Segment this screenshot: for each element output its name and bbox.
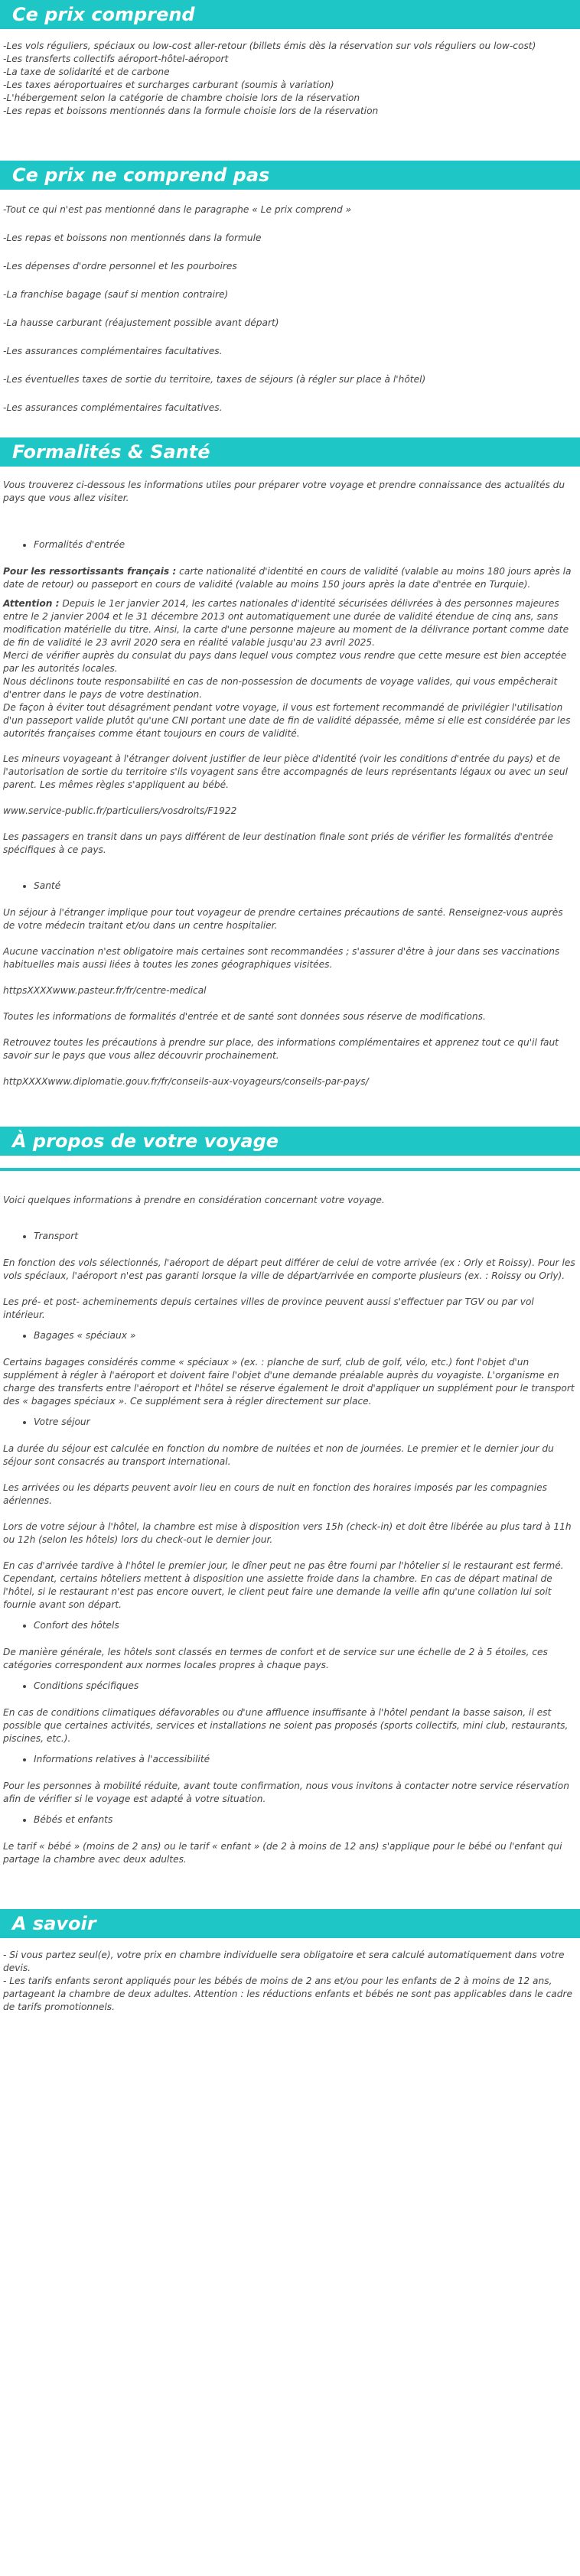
excluded-item: -Les éventuelles taxes de sortie du territoire, taxes de séjours (à régler sur place à l'hôtel) [3, 374, 426, 385]
babies-heading: • Bébés et enfants [34, 1813, 577, 1826]
attention-p4: De façon à éviter tout désagrément pendant votre voyage, il vous est fortement recommandé de privilégier l'utilisation d'un passeport valide plutôt qu'une CNI portant une date de fin de validité dépassée, même si elle est considérée par les autorités françaises comme étant toujours en cours de validité. [3, 702, 571, 739]
access-p: Pour les personnes à mobilité réduite, avant toute confirmation, nous vous invitons à contacter notre service réservation afin de vérifier si le voyage est adapté à votre situation. [3, 1781, 569, 1804]
included-item: -Les vols réguliers, spéciaux ou low-cost aller-retour (billets émis dès la réservation sur vols réguliers ou low-cost) [3, 41, 536, 51]
excluded-item: -La hausse carburant (réajustement possible avant départ) [3, 317, 279, 328]
about-intro: Voici quelques informations à prendre en considération concernant votre voyage. [3, 1195, 385, 1205]
excluded-item: -Tout ce qui n'est pas mentionné dans le paragraphe « Le prix comprend » [3, 204, 352, 215]
excluded-item: -Les repas et boissons non mentionnés dans la formule [3, 233, 262, 243]
access-heading-list [3, 1753, 577, 1766]
attention-text: Depuis le 1er janvier 2014, les cartes nationales d'identité sécurisées délivrées à des personnes majeures entre le 2 janvier 2004 et le 31 décembre 2013 ont automatiquement une durée de validité étendue de cinq ans, sans modification matérielle du titre. Ainsi, la carte d'une personne majeure au moment de la délivrance portant comme date de fin de validité le 23 avril 2020 sera en réalité valable jusqu'au 23 avril 2025. [3, 598, 569, 648]
section-header-included [0, 0, 580, 29]
comfort-heading-list [3, 1619, 577, 1632]
attention-p3: Nous déclinons toute responsabilité en cas de non-possession de documents de voyage valides, qui vous empêcherait d'entrer dans le pays de votre destination. [3, 676, 558, 700]
stay-p3: Lors de votre séjour à l'hôtel, la chambre est mise à disposition vers 15h (check-in) et doit être libérée au plus tard à 11h ou 12h (selon les hôtels) lors du check-out le dernier jour. [3, 1521, 572, 1545]
section-header-excluded [0, 161, 580, 190]
section-header-formalities [0, 437, 580, 467]
access-heading: • Informations relatives à l'accessibilité [34, 1753, 577, 1766]
included-item: -L'hébergement selon la catégorie de chambre choisie lors de la réservation [3, 93, 360, 103]
transit-text: Les passagers en transit dans un pays différent de leur destination finale sont priés de vérifier les formalités d'entrée spécifiques à ce pays. [3, 831, 553, 855]
health-link2: httpXXXXwww.diplomatie.gouv.fr/fr/conseils-aux-voyageurs/conseils-par-pays/ [3, 1076, 369, 1087]
included-title: Ce prix comprend [12, 4, 195, 25]
entry-heading-list [3, 538, 577, 551]
transport-heading: • Transport [34, 1230, 577, 1243]
comfort-heading: • Confort des hôtels [34, 1619, 577, 1632]
babies-p: Le tarif « bébé » (moins de 2 ans) ou le tarif « enfant » (de 2 à moins de 12 ans) s'applique pour le bébé ou l'enfant qui partage la chambre avec deux adultes. [3, 1841, 562, 1865]
excluded-title: Ce prix ne comprend pas [12, 164, 270, 186]
attention-label: Attention : [3, 598, 60, 609]
special-p: En cas de conditions climatiques défavorables ou d'une affluence insuffisante à l'hôtel pendant la basse saison, il est possible que certaines activités, services et installations ne soient pas proposés (sports collectifs, mini club, restaurants, piscines, etc.). [3, 1707, 569, 1744]
stay-heading-list [3, 1416, 577, 1429]
section-header-know [0, 1909, 580, 1938]
minors-text: Les mineurs voyageant à l'étranger doivent justifier de leur pièce d'identité (voir les conditions d'entrée du pays) et de l'autorisation de sortie du territoire s'ils voyagent sans être accompagnés de leurs représentants légaux ou avec un seul parent. Les mêmes règles s'appliquent au bébé. [3, 753, 568, 790]
section-divider [0, 1168, 580, 1171]
health-p4: Retrouvez toutes les précautions à prendre sur place, des informations complémentaires et apprenez tout ce qu'il faut savoir sur le pays que vous allez découvrir prochainement. [3, 1037, 559, 1061]
babies-heading-list [3, 1813, 577, 1826]
included-item: -Les taxes aéroportuaires et surcharges carburant (soumis à variation) [3, 80, 334, 90]
stay-heading: • Votre séjour [34, 1416, 577, 1429]
health-link: httpsXXXXwww.pasteur.fr/fr/centre-medical [3, 985, 207, 996]
health-p3: Toutes les informations de formalités d'entrée et de santé sont données sous réserve de modifications. [3, 1011, 486, 1022]
know-title: A savoir [12, 1913, 96, 1934]
excluded-list [0, 190, 580, 415]
french-label: Pour les ressortissants français : [3, 566, 177, 577]
section-header-about [0, 1127, 580, 1156]
formalities-title: Formalités & Santé [12, 441, 210, 463]
included-list [0, 29, 580, 118]
health-heading-list [3, 880, 577, 893]
formalities-content [0, 467, 580, 1088]
special-heading-list [3, 1680, 577, 1693]
know-list [0, 1938, 580, 2014]
included-item: -La taxe de solidarité et de carbone [3, 67, 170, 77]
health-p2: Aucune vaccination n'est obligatoire mais certaines sont recommandées ; s'assurer d'être à jour dans ses vaccinations habituelles mais aussi liées à toutes les zones géographiques visitées. [3, 946, 560, 970]
special-heading: • Conditions spécifiques [34, 1680, 577, 1693]
comfort-p: De manière générale, les hôtels sont classés en termes de confort et de service sur une échelle de 2 à 5 étoiles, ces catégories correspondent aux normes locales propres à chaque pays. [3, 1647, 548, 1670]
baggage-heading: • Bagages « spéciaux » [34, 1329, 577, 1342]
excluded-item: -La franchise bagage (sauf si mention contraire) [3, 289, 229, 300]
included-item: -Les transferts collectifs aéroport-hôtel-aéroport [3, 54, 229, 64]
included-item: -Les repas et boissons mentionnés dans la formule choisie lors de la réservation [3, 106, 379, 116]
formalities-intro: Vous trouverez ci-dessous les informations utiles pour préparer votre voyage et prendre connaissance des actualités du pays que vous allez visiter. [3, 480, 565, 503]
health-heading: • Santé [34, 880, 577, 893]
baggage-p: Certains bagages considérés comme « spéciaux » (ex. : planche de surf, club de golf, vélo, etc.) font l'objet d'un supplément à régler à l'aéroport et doivent faire l'objet d'une demande préalable auprès du voyagiste. L'organisme en charge des transferts entre l'aéroport et l'hôtel se réserve également le droit d'appliquer un supplément pour le transport des « bagages spéciaux ». Ce supplément sera à régler directement sur place. [3, 1357, 575, 1407]
stay-p4: En cas d'arrivée tardive à l'hôtel le premier jour, le dîner peut ne pas être fourni par l'hôtelier si le restaurant est fermé. Cependant, certains hôteliers mettent à disposition une assiette froide dans la chambre. En cas de départ matinal de l'hôtel, si le restaurant n'est pas encore ouvert, le client peut faire une demande la veille afin qu'une collation lui soit fournie avant son départ. [3, 1560, 564, 1610]
entry-heading: • Formalités d'entrée [34, 538, 577, 551]
excluded-item: -Les dépenses d'ordre personnel et les pourboires [3, 261, 237, 272]
baggage-heading-list [3, 1329, 577, 1342]
about-content [0, 1183, 580, 1866]
transport-p1: En fonction des vols sélectionnés, l'aéroport de départ peut différer de celui de votre arrivée (ex : Orly et Roissy). Pour les vols spéciaux, l'aéroport n'est pas garanti lorsque la ville de départ/arrivée en comporte plusieurs (ex. : Roissy ou Orly). [3, 1257, 575, 1281]
excluded-item: -Les assurances complémentaires facultatives. [3, 402, 223, 413]
minors-link: www.service-public.fr/particuliers/vosdroits/F1922 [3, 805, 237, 816]
french-nationals [3, 565, 577, 591]
know-item: - Si vous partez seul(e), votre prix en chambre individuelle sera obligatoire et sera calculé automatiquement dans votre devis. [3, 1950, 565, 1973]
know-item: - Les tarifs enfants seront appliqués pour les bébés de moins de 2 ans et/ou pour les enfants de 2 à moins de 12 ans, partageant la chambre de deux adultes. Attention : les réductions enfants et bébés ne sont pas applicables dans le cadre de tarifs promotionnels. [3, 1976, 572, 2012]
attention-p2: Merci de vérifier auprès du consulat du pays dans lequel vous comptez vous rendre que cette mesure est bien acceptée par les autorités locales. [3, 650, 567, 674]
about-title: À propos de votre voyage [12, 1130, 279, 1152]
excluded-item: -Les assurances complémentaires facultatives. [3, 346, 223, 356]
attention-block [3, 597, 577, 649]
transport-p2: Les pré- et post- acheminements depuis certaines villes de province peuvent aussi s'effectuer par TGV ou par vol intérieur. [3, 1296, 534, 1320]
transport-heading-list [3, 1230, 577, 1243]
french-text: carte nationalité d'identité en cours de validité (valable au moins 180 jours après la date de retour) ou passeport en cours de validité (valable au moins 150 jours après la date d'entrée en Turquie). [3, 566, 572, 590]
stay-p2: Les arrivées ou les départs peuvent avoir lieu en cours de nuit en fonction des horaires imposés par les compagnies aériennes. [3, 1482, 547, 1506]
stay-p1: La durée du séjour est calculée en fonction du nombre de nuitées et non de journées. Le premier et le dernier jour du séjour sont consacrés au transport international. [3, 1443, 554, 1467]
health-p1: Un séjour à l'étranger implique pour tout voyageur de prendre certaines précautions de santé. Renseignez-vous auprès de votre médecin traitant et/ou dans un centre hospitalier. [3, 907, 563, 931]
